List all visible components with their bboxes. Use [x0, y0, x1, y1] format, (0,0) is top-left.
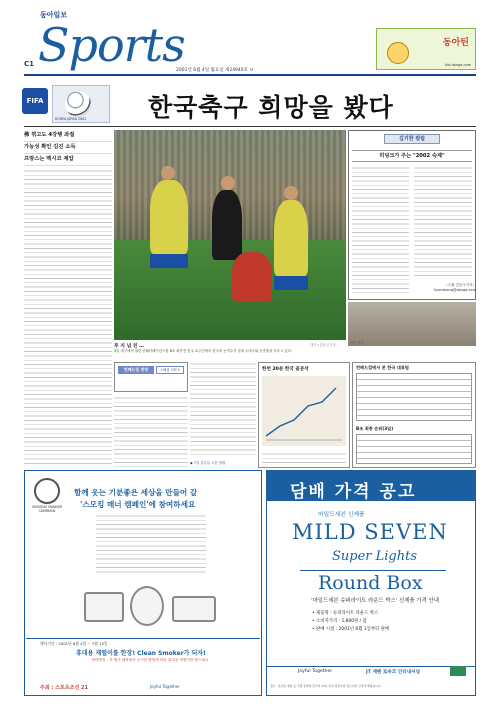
photo-caption: 3일 대구에서 열린 컨페더레이션스컵 B조 최종전 한국-호주전에서 한국의 공격수가 상대 수비수와 공중볼을 다투고 있다.: [114, 349, 293, 353]
mascot-icon: [387, 42, 409, 64]
goal-analysis-graphic-svg: [262, 376, 346, 446]
standings-title: B조 최종 순위(3일): [356, 426, 394, 431]
world-cup-logo: [52, 85, 110, 123]
subheadline-deck: [24, 130, 112, 166]
trend-line: [266, 388, 336, 436]
page-code: C1: [24, 60, 35, 68]
player-red: [232, 252, 272, 302]
goal-analysis-title: 한번 20분 한국 골분석: [262, 367, 309, 372]
preview-tag: 컨페드컵 전망: [118, 366, 154, 374]
stats-table: [356, 373, 472, 421]
brand-rule: [300, 570, 446, 571]
photo-credit: 대구=김동주기자: [310, 343, 336, 347]
issue-line: 2001년 6월 4일 월요일 제24940호 ㅂ: [176, 68, 254, 73]
world-cup-label: KOREA JAPAN 2002: [55, 117, 87, 121]
campaign-logo: [30, 478, 64, 518]
related-link[interactable]: [190, 460, 225, 465]
brand-package: Round Box: [318, 572, 423, 594]
kid-ad-title: 동아틴: [442, 38, 469, 48]
goal-analysis-graphic: [262, 376, 346, 446]
deck-line: 가능성 확인 김진 소득: [24, 142, 112, 154]
pocket-ashtray-icon: [130, 586, 164, 626]
goal-analysis-notes: [262, 452, 346, 464]
match-photo: [114, 130, 346, 340]
article-body-text: [190, 362, 256, 458]
health-warning: 경고 : 흡연은 폐암 등 각종 질병의 원인이 되며, 특히 임산부와 청소년의 건강에 해롭습니다.: [270, 684, 382, 688]
price-details: [312, 610, 462, 634]
ad-headline: 함께 웃는 기분좋은 세상을 만들어 갈: [74, 488, 198, 497]
price-detail-item: • 제품명 : 슈퍼라이트 라운드 박스: [312, 611, 379, 616]
column-tag: 김기한 컬럼: [384, 134, 440, 144]
ashtray-illustration: [74, 578, 224, 636]
photo-caption-head: 투 지 넘 친 …: [114, 344, 145, 349]
special-report-tag: 스페셜 리포트: [156, 366, 184, 374]
ad-headline: '스모킹 매너 캠페인'에 참여하세요: [80, 500, 196, 509]
brand-variant: Super Lights: [332, 549, 418, 564]
ad-title: 담배 가격 공고: [290, 482, 417, 502]
masthead-rule: [24, 74, 476, 76]
soccer-ball-icon: [65, 91, 91, 117]
ad-slogan: 휴대용 재떨이를 한장! Clean Smoker가 되자!: [76, 650, 206, 657]
footer-tagline: Joyful Together: [298, 669, 333, 674]
footer-company: JT 재팬 토바코 인터내셔널: [366, 670, 421, 675]
campaign-mark-icon: [34, 478, 60, 504]
ad-sponsor-tagline: Joyful Together: [150, 684, 180, 689]
section-title: Sports: [38, 18, 185, 72]
paper-name: 동아일보: [40, 11, 68, 19]
ad-sponsor: 주최 : 스포츠조선 21: [40, 685, 88, 691]
kid-donga-ad[interactable]: [376, 28, 476, 70]
column-title: 히딩크가 주는 "2002 숙제": [352, 150, 472, 162]
article-body-text: [114, 396, 188, 468]
player-yellow: [274, 200, 308, 276]
related-link-text: ◆ 7일 김수일 고문 칼럼: [190, 461, 226, 465]
related-photo: [348, 302, 476, 346]
column-byline-name: 〈주필·김동주기자〉: [444, 283, 476, 287]
brand-name: MILD SEVEN: [292, 520, 448, 544]
ad-instructions: 참여방법 : 각 행사 매장에서 공시된 방법에 따라 휴대용 재떨이를 받으세요: [91, 658, 209, 662]
column-email[interactable]: hyonsbang@donga.com: [433, 288, 476, 292]
price-detail-item: • 판매 시점 : 2001년 6월 1일부터 판매: [312, 627, 390, 632]
ad-body-text: [96, 514, 206, 574]
main-headline: 한국축구 희망을 봤다: [148, 93, 394, 122]
headline-rule: [24, 126, 476, 127]
column-byline: [420, 283, 476, 293]
deck-line: 프랑스는 멕시코 제압: [24, 154, 112, 166]
price-notice: '마일드세븐 슈퍼라이트 라운드 박스' 신제품 가격 안내: [311, 598, 439, 604]
masthead: [0, 0, 500, 82]
standings-table: [356, 434, 472, 464]
related-photo-label: 관련 기사: [350, 341, 364, 345]
pocket-ashtray-icon: [84, 592, 124, 622]
jt-logo-icon: [450, 666, 466, 676]
ad-subtitle: 마일드세븐 신제품: [318, 512, 365, 518]
pocket-ashtray-icon: [172, 596, 216, 622]
column-body-text: [352, 166, 409, 296]
ad-period: 행사기간 : 2001년 6월 4일 ~ 7월 15일: [40, 641, 108, 646]
column-body-text: [414, 166, 472, 278]
kid-ad-url: kid.donga.com: [445, 63, 471, 67]
stats-table-title: 컨페드컵에서 본 한국 대표팀: [356, 365, 409, 370]
deck-line: 佛 꺾고도 4강행 좌절: [24, 130, 112, 142]
article-body-text: [24, 169, 112, 465]
price-detail-item: • 소비자가격 : 1,800원 / 갑: [312, 619, 367, 624]
player-dark: [212, 190, 242, 260]
player-yellow: [150, 180, 188, 254]
fifa-logo: FIFA: [22, 88, 48, 114]
campaign-logo-text: SMOKING MANNER CAMPAIGN: [31, 505, 63, 513]
